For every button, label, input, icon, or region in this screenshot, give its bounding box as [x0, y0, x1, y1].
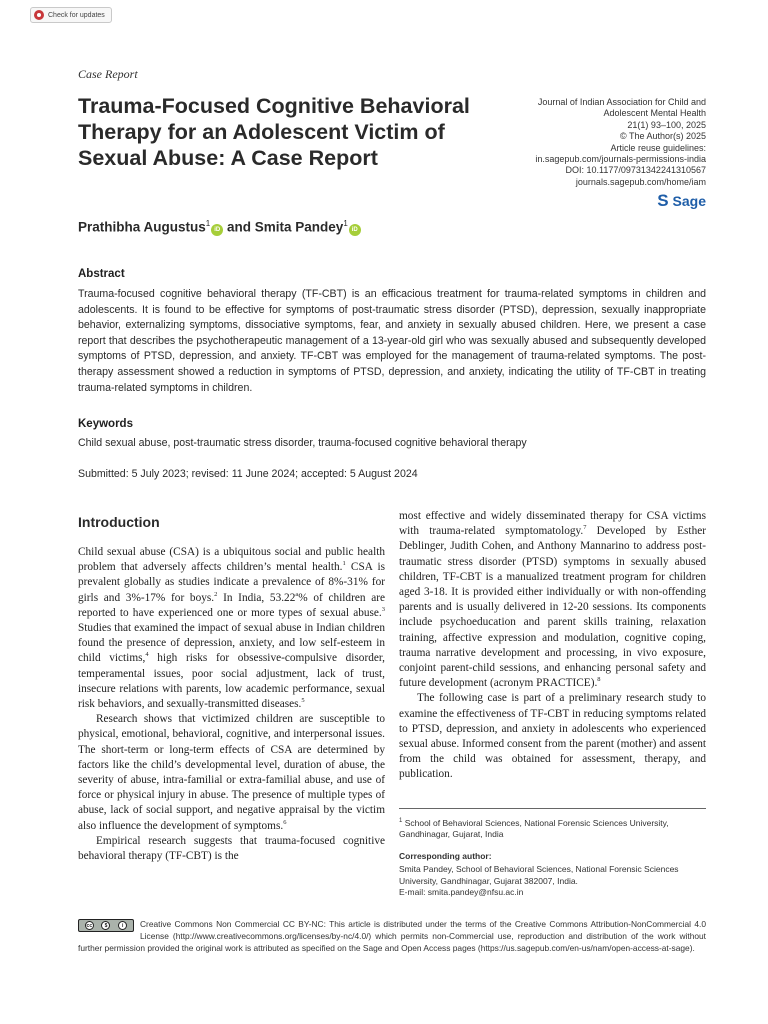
reference-marker[interactable]: 3	[381, 606, 385, 614]
text-run: most effective and widely disseminated therapy for CSA victims with trauma-related symptomatology.	[399, 510, 706, 538]
body-column-right	[399, 509, 706, 783]
affiliation-marker: 1	[399, 818, 403, 824]
text-run: Child sexual abuse (CSA) is a ubiquitous social and public health problem that adversely affects children’s mental health.	[78, 546, 385, 574]
affiliation-text: School of Behavioral Sciences, National Forensic Sciences University, Gandhinagar, Gujarat, India	[399, 817, 669, 840]
text-run: Research shows that victimized children are susceptible to physical, emotional, behavioral, cognitive, and interpersonal issues. The short-term or long-term effects of CSA are determined by factors like the child’s developmental level, duration of abuse, the severity of abuse, intra-familial or extra-familial abuse, and use of force or physical injury in abuse. The presence of multiple types of abuse, lack of social support, and negative appraisal by the victim also influence the development of symptoms.	[78, 713, 385, 832]
attribution-icon: i	[118, 921, 127, 930]
journal-name-line1: Journal of Indian Association for Child and	[537, 97, 706, 107]
author-name: Smita Pandey	[254, 219, 344, 235]
non-commercial-icon: $	[101, 921, 110, 930]
reuse-guidelines-label: Article reuse guidelines:	[610, 142, 706, 153]
footnote-marker[interactable]: a	[295, 590, 299, 598]
text-run: high risks for obsessive-compulsive disorder, temperamental issues, poor social adjustment, lack of trust, insecure relations with parents, low academic performance, sexual risk behaviors, and sexually-transmitted diseases.	[78, 652, 386, 711]
paragraph	[399, 691, 706, 782]
author-list	[78, 219, 361, 236]
license-text: Creative Commons Non Commercial CC BY-NC: This article is distributed under the terms of the Creative Commons Attribution-NonCommercial 4.0 License (http://www.creativecommons.org/licenses/by-nc/4.0/) which permits non-Commercial use, reproduction and distribution of the work without further permission provided the original work is attributed as specified on the Sage and Open Access pages (https://us.sagepub.com/en-us/nam/open-access-at-sage).	[78, 919, 706, 954]
journal-homepage-link[interactable]: journals.sagepub.com/home/iam	[575, 176, 706, 187]
cc-icon: cc	[86, 923, 93, 929]
corresponding-author-email[interactable]: E-mail: smita.pandey@nfsu.ac.in	[399, 887, 524, 898]
submission-dates: Submitted: 5 July 2023; revised: 11 June 2024; accepted: 5 August 2024	[78, 468, 418, 480]
text-run: Developed by Esther Deblinger, Judith Cohen, and Anthony Mannarino to address post-traumatic stress disorder (PTSD) symptoms in sexually abused children, TF-CBT is a manualized treatment program for children aged 3-18. It is provided either individually or with non-offending parents and is usually delivered in 12-20 sessions. Its components include psychoeducation and parent skills training, relaxation training, affective expression and modulation, cognitive coping, trauma narrative development and processing, in vivo exposure, conjoint parent-child sessions, and enhancing personal safety and future development (acronym PRACTICE).	[399, 525, 706, 690]
journal-info	[486, 97, 706, 188]
paragraph-continued	[399, 509, 706, 691]
reference-marker[interactable]: 7	[583, 524, 587, 532]
sage-logo	[657, 192, 706, 209]
footnote-divider	[399, 808, 706, 809]
reference-marker[interactable]: 6	[283, 818, 287, 826]
reference-marker[interactable]: 8	[597, 676, 601, 684]
affiliation-marker: 1	[205, 219, 211, 228]
check-for-updates-label: Check for updates	[48, 11, 105, 19]
cc-by-nc-icon[interactable]	[78, 919, 134, 932]
article-type: Case Report	[78, 67, 138, 81]
abstract-text: Trauma-focused cognitive behavioral therapy (TF-CBT) is an efficacious treatment for trauma-related symptoms in children and adolescents. It is found to be effective for symptoms of post-traumatic stress disorder (PTSD), depression, sexually inappropriate behavior, externalizing symptoms, dissociative symptoms, fear, and anxiety in sexually abused children. Here, we present a case report that describes the psychotherapeutic management of a 13-year-old girl who was sexually abused and subsequently developed symptoms of PTSD, depression, and anxiety. TF-CBT was employed for the management of trauma-related symptoms. The post-therapy assessment showed a reduction in symptoms of PTSD, depression, and anxiety, indicating the utility of TF-CBT in treating trauma-related symptoms in children.	[78, 288, 706, 394]
author-connector: and	[226, 219, 251, 235]
check-for-updates-badge[interactable]	[30, 7, 112, 23]
corresponding-author-address: Smita Pandey, School of Behavioral Sciences, National Forensic Sciences University, Gandhinagar, Gujarat 382007, India.	[399, 864, 679, 886]
text-run: The following case is part of a preliminary research study to examine the effectiveness of TF-CBT in reducing symptoms related to PTSD, depression, and anxiety in adolescents who experienced sexual abuse. Informed consent from the parent (mother) and assent from the child was obtained for assessment, therapy, and publication.	[399, 692, 706, 781]
orcid-icon[interactable]: iD	[349, 224, 361, 236]
paragraph: Empirical research suggests that trauma-focused cognitive behavioral therapy (TF-CBT) is the	[78, 834, 385, 863]
text-run: % of children are reported to have experienced one or more types of sexual abuse.	[78, 591, 385, 619]
reference-marker[interactable]: 5	[301, 697, 305, 705]
reference-marker[interactable]: 1	[342, 560, 346, 568]
author-affiliation	[399, 816, 706, 841]
text-run: In India, 53.22	[217, 591, 296, 604]
license-notice	[78, 918, 706, 955]
corresponding-author-details	[399, 864, 706, 899]
copyright: © The Author(s) 2025	[619, 131, 706, 142]
paragraph	[78, 712, 385, 834]
sage-s-icon: S	[657, 191, 669, 210]
sage-wordmark: Sage	[672, 192, 706, 209]
paragraph	[78, 545, 385, 712]
affiliation-marker: 1	[343, 219, 348, 228]
text-run: Studies that examined the impact of sexual abuse in Indian children found the presence of depression, anxiety, and low self-esteem in child victims,	[78, 622, 385, 665]
reference-marker[interactable]: 4	[145, 651, 149, 659]
doi[interactable]: DOI: 10.1177/09731342241310567	[565, 165, 706, 176]
article-title: Trauma-Focused Cognitive Behavioral Therapy for an Adolescent Victim of Sexual Abuse: A Case Report	[78, 94, 470, 170]
section-heading-introduction: Introduction	[78, 514, 160, 530]
journal-name-line2: Adolescent Mental Health	[603, 108, 706, 119]
reference-marker[interactable]: 2	[214, 590, 218, 598]
body-column-left	[78, 545, 385, 864]
update-icon	[34, 10, 44, 20]
abstract-heading: Abstract	[78, 268, 125, 280]
journal-volume: 21(1) 93–100, 2025	[627, 119, 706, 130]
orcid-icon[interactable]: iD	[211, 224, 223, 236]
permissions-link[interactable]: in.sagepub.com/journals-permissions-india	[535, 154, 706, 165]
corresponding-author-heading: Corresponding author:	[399, 851, 492, 861]
text-run: CSA is prevalent globally as studies indicate a prevalence of 8%-31% for girls and 3%-17% for boys.	[78, 561, 385, 604]
keywords-text: Child sexual abuse, post-traumatic stress disorder, trauma-focused cognitive behavioral therapy	[78, 437, 527, 449]
keywords-heading: Keywords	[78, 418, 133, 430]
author-name: Prathibha Augustus	[78, 219, 206, 235]
